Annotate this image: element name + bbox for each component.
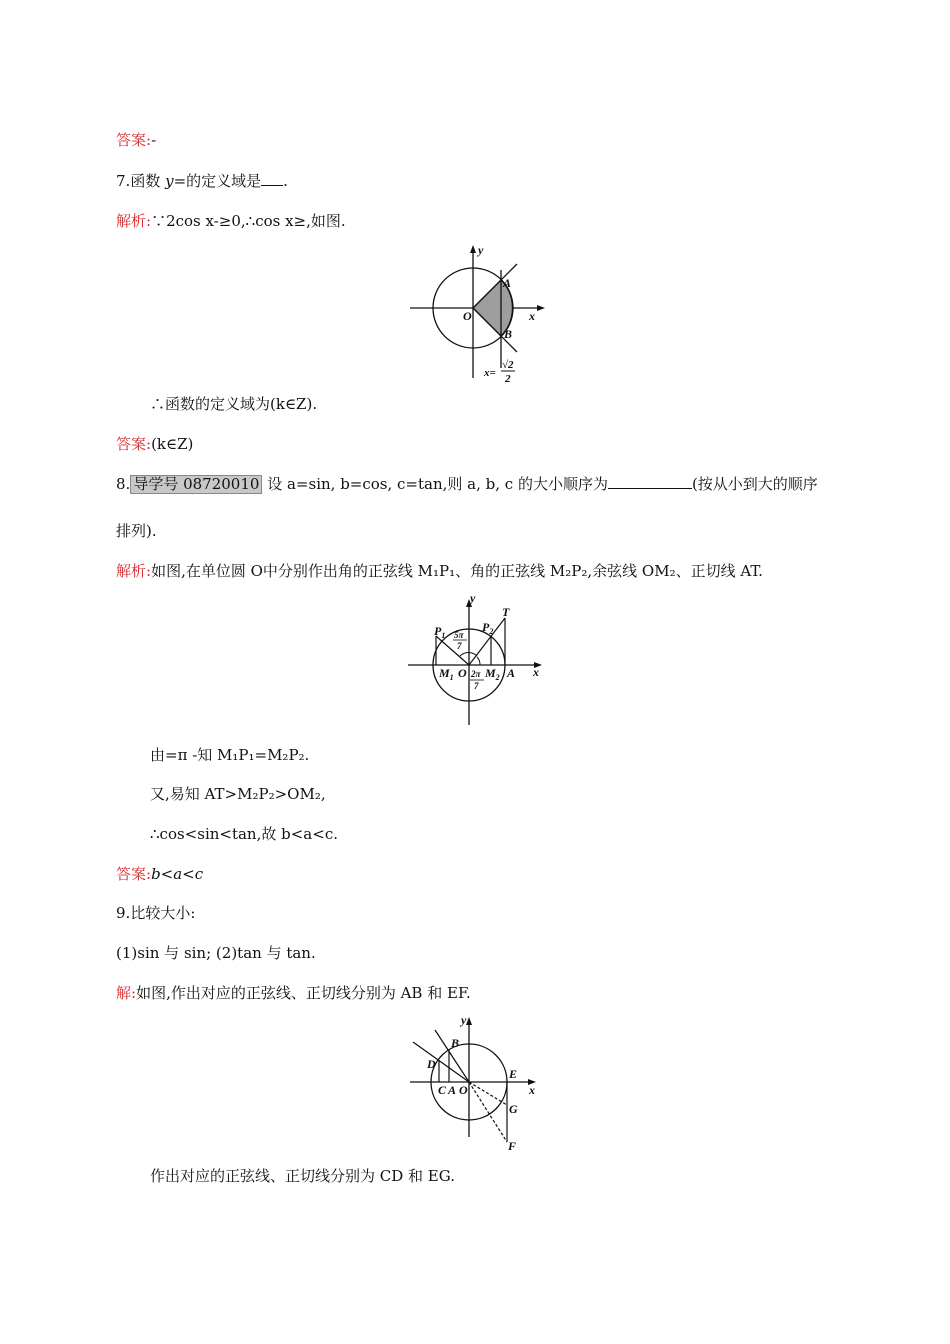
ray-od	[413, 1042, 469, 1082]
conclusion-text: ∴函数的定义域为(k∈Z).	[150, 395, 318, 413]
question-7	[116, 171, 288, 191]
solution-8-line1	[150, 745, 309, 765]
answer-label: 答案:	[116, 435, 152, 453]
solution-text: 由=π -知 M₁P₁=M₂P₂.	[150, 746, 310, 764]
solution-8	[116, 561, 763, 581]
label-2pi: 2π	[471, 669, 481, 679]
question-end: .	[283, 172, 288, 190]
label-p1: $P_1$	[434, 624, 446, 640]
label-y: y	[478, 243, 484, 257]
answer-label: 答案:	[116, 865, 152, 883]
question-number: 9.	[116, 904, 131, 922]
answer-8	[116, 864, 203, 884]
dashed-of	[469, 1082, 507, 1142]
solution-label: 解析:	[116, 212, 152, 230]
label-two: 2	[505, 373, 511, 385]
solution-8-line3	[150, 824, 338, 844]
label-y: y	[470, 591, 476, 605]
solution-text: 作出对应的正弦线、正切线分别为 CD 和 EG.	[150, 1167, 455, 1185]
y-arrow	[470, 245, 476, 253]
question-number: 8.	[116, 475, 131, 493]
question-tail2: 排列).	[116, 522, 157, 540]
guide-number-tag[interactable]: 导学号 08720010	[130, 475, 262, 494]
angle-arc-2pi7	[477, 657, 480, 665]
figure-9	[405, 1012, 555, 1157]
dashed-og	[469, 1082, 507, 1105]
question-parts: (1)sin 与 sin; (2)tan 与 tan.	[116, 944, 316, 962]
solution-9	[116, 983, 471, 1003]
figure-8	[405, 592, 555, 732]
answer-text: -	[151, 131, 157, 149]
x-arrow	[537, 305, 545, 311]
label-x: x	[529, 1083, 535, 1097]
question-stem: 比较大小:	[130, 904, 196, 922]
solution-text: 如图,作出对应的正弦线、正切线分别为 AB 和 EF.	[136, 984, 471, 1002]
answer-blank	[608, 474, 692, 489]
label-f: F	[508, 1139, 517, 1153]
solution-9-line1	[150, 1166, 455, 1186]
conclusion-7	[150, 394, 317, 414]
answer-blank	[261, 171, 283, 186]
label-7b: 7	[474, 681, 479, 691]
label-b: B	[504, 327, 513, 341]
solution-label: 解析:	[116, 562, 152, 580]
solution-text: ∴cos<sin<tan,故 b<a<c.	[150, 825, 338, 843]
label-m2: $M_2$	[485, 666, 500, 682]
label-t: T	[502, 605, 510, 619]
answer-line-prev	[116, 130, 156, 150]
label-7a: 7	[457, 641, 462, 651]
question-stem-b: =的定义域是	[173, 172, 262, 190]
answer-7	[116, 434, 193, 454]
solution-8-line2	[150, 784, 326, 804]
label-p2: $P_2$	[482, 620, 494, 636]
question-9-parts	[116, 943, 316, 963]
question-9	[116, 903, 195, 923]
question-8-cont	[116, 521, 157, 541]
y-arrow	[466, 1017, 472, 1025]
solution-text: 又,易知 AT>M₂P₂>OM₂,	[150, 785, 326, 803]
question-stem-a: 函数	[130, 172, 161, 190]
label-e: E	[509, 1067, 518, 1081]
label-o: O	[463, 309, 472, 323]
question-8	[116, 474, 818, 494]
question-number: 7.	[116, 172, 131, 190]
solution-text: ∵2cos x-≥0,∴cos x≥,如图.	[151, 212, 346, 230]
label-b: B	[451, 1036, 460, 1050]
label-o: O	[459, 1083, 468, 1097]
solution-label: 解:	[116, 984, 137, 1002]
question-tail: (按从小到大的顺序	[691, 475, 818, 493]
question-stem: 设 a=sin, b=cos, c=tan,则 a, b, c 的大小顺序为	[267, 475, 608, 493]
label-c: C	[438, 1083, 447, 1097]
answer-label: 答案:	[116, 131, 152, 149]
label-sqrt2: √2	[502, 359, 514, 371]
label-a: A	[503, 276, 512, 290]
label-g: G	[509, 1102, 518, 1116]
label-5pi: 5π	[454, 630, 464, 640]
label-y: y	[461, 1013, 467, 1027]
label-x: x	[529, 309, 535, 323]
label-x-eq: x=	[484, 367, 496, 379]
label-a: A	[448, 1083, 457, 1097]
label-a: A	[507, 666, 516, 680]
label-o: O	[458, 666, 467, 680]
solution-7	[116, 211, 346, 231]
variable-y: y	[165, 172, 174, 190]
label-d: D	[427, 1057, 436, 1071]
label-x: x	[533, 665, 539, 679]
answer-text: (k∈Z)	[151, 435, 194, 453]
solution-text: 如图,在单位圆 O中分别作出角的正弦线 M₁P₁、角的正弦线 M₂P₂,余弦线 OM₂、正切线 AT.	[151, 562, 763, 580]
label-m1: $M_1$	[439, 666, 454, 682]
figure-7	[405, 240, 555, 390]
answer-text: b<a<c	[151, 865, 204, 883]
